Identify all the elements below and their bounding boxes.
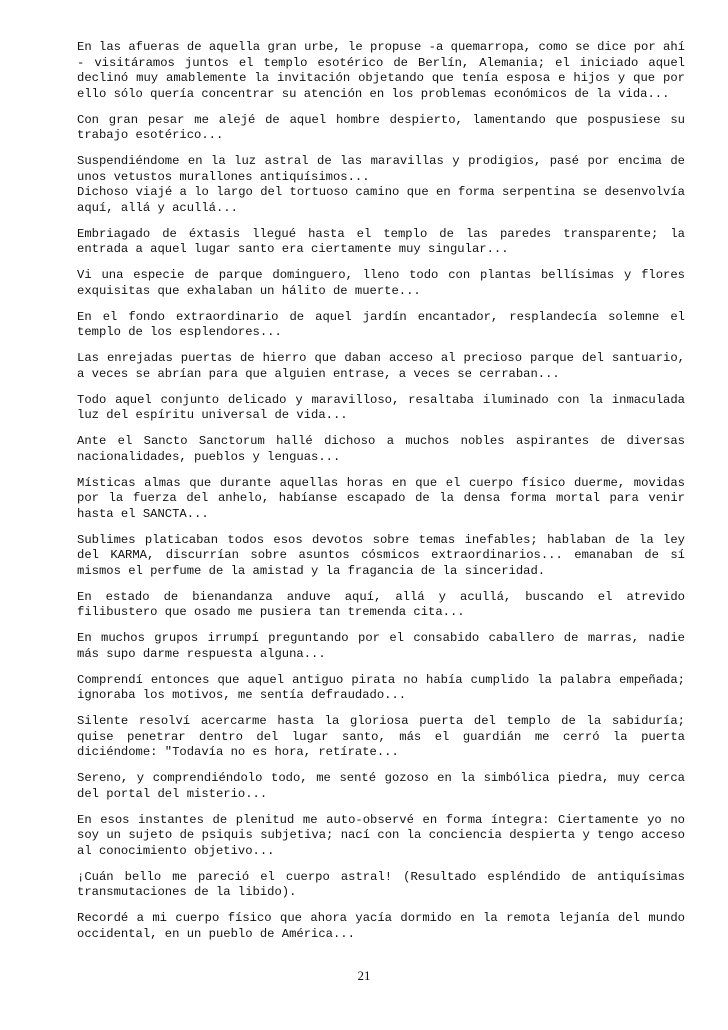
paragraph: En el fondo extraordinario de aquel jardín encantador, resplandecía solemne el templo de los esplendores... xyxy=(77,309,685,339)
paragraph: En muchos grupos irrumpí preguntando por el consabido caballero de marras, nadie más supo darme respuesta alguna... xyxy=(77,631,685,661)
page-body xyxy=(77,40,685,953)
paragraph: Sereno, y comprendiéndolo todo, me senté gozoso en la simbólica piedra, muy cerca del portal del misterio... xyxy=(77,771,685,801)
paragraph: Silente resolví acercarme hasta la gloriosa puerta del templo de la sabiduría; quise penetrar dentro del lugar santo, más el guardián me cerró la puerta diciéndome: "Todavía no es hora, retírate... xyxy=(77,714,685,759)
paragraph: Vi una especie de parque dominguero, lleno todo con plantas bellísimas y flores exquisitas que exhalaban un hálito de muerte... xyxy=(77,268,685,298)
paragraph: Sublimes platicaban todos esos devotos sobre temas inefables; hablaban de la ley del KARMA, discurrían sobre asuntos cósmicos extraordinarios... emanaban de sí mismos el perfume de la amistad y la fragancia de la sinceridad. xyxy=(77,532,685,578)
paragraph: Embriagado de éxtasis llegué hasta el templo de las paredes transparente; la entrada a aquel lugar santo era ciertamente muy singular... xyxy=(77,226,685,256)
paragraph: Con gran pesar me alejé de aquel hombre despierto, lamentando que pospusiese su trabajo esotérico... xyxy=(77,112,685,142)
paragraph: Ante el Sancto Sanctorum hallé dichoso a muchos nobles aspirantes de diversas nacionalidades, pueblos y lenguas... xyxy=(77,434,685,464)
paragraph: Las enrejadas puertas de hierro que daban acceso al precioso parque del santuario, a veces se abrían para que alguien entrase, a veces se cerraban... xyxy=(77,351,685,381)
paragraph: En las afueras de aquella gran urbe, le propuse -a quemarropa, como se dice por ahí - visitáramos juntos el templo esotérico de Berlín, Alemania; el iniciado aquel declinó muy amablemente la invitación objetando que tenía esposa e hijos y que por ello sólo quería concentrar su atención en los problemas económicos de la vida... xyxy=(77,40,685,101)
paragraph: Recordé a mi cuerpo físico que ahora yacía dormido en la remota lejanía del mundo occidental, en un pueblo de América... xyxy=(77,911,685,941)
page-number: 21 xyxy=(357,968,371,983)
paragraph: En esos instantes de plenitud me auto-observé en forma íntegra: Ciertamente yo no soy un sujeto de psiquis subjetiva; nací con la conciencia despierta y tengo acceso al conocimiento objetivo... xyxy=(77,812,685,858)
paragraph: Místicas almas que durante aquellas horas en que el cuerpo físico duerme, movidas por la fuerza del anhelo, habíanse escapado de la densa forma mortal para venir hasta el SANCTA... xyxy=(77,475,685,521)
paragraph: Todo aquel conjunto delicado y maravilloso, resaltaba iluminado con la inmaculada luz del espíritu universal de vida... xyxy=(77,392,685,422)
paragraph: Comprendí entonces que aquel antiguo pirata no había cumplido la palabra empeñada; ignoraba los motivos, me sentía defraudado... xyxy=(77,672,685,702)
paragraph: Dichoso viajé a lo largo del tortuoso camino que en forma serpentina se desenvolvía aquí, allá y acullá... xyxy=(77,185,685,215)
paragraph: ¡Cuán bello me pareció el cuerpo astral! (Resultado espléndido de antiquísimas transmutaciones de la libido). xyxy=(77,869,685,899)
paragraph: En estado de bienandanza anduve aquí, allá y acullá, buscando el atrevido filibustero que osado me pusiera tan tremenda cita... xyxy=(77,589,685,619)
paragraph: Suspendiéndome en la luz astral de las maravillas y prodigios, pasé por encima de unos vetustos murallones antiquísimos... xyxy=(77,154,685,184)
